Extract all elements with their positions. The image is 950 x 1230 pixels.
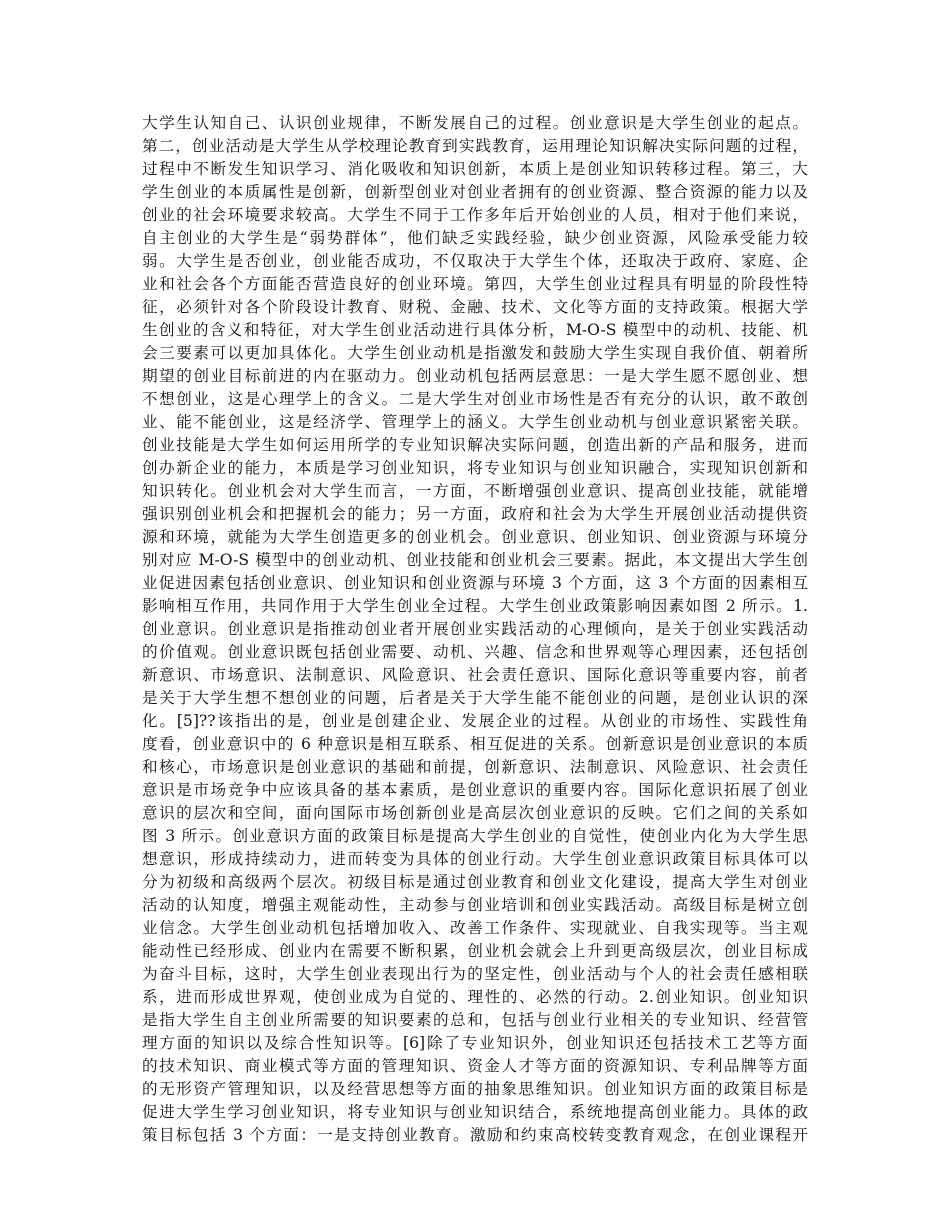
text-line: 强识别创业机会和把握机会的能力；另一方面，政府和社会为大学生开展创业活动提供资 — [142, 505, 808, 523]
text-line: 业信念。大学生创业动机包括增加收入、改善工作条件、实现就业、自我实现等。当主观 — [142, 919, 808, 937]
text-line: 的价值观。创业意识既包括创业需要、动机、兴趣、信念和世界观等心理因素，还包括创 — [142, 643, 808, 661]
text-line: 是指大学生自主创业所需要的知识要素的总和，包括与创业行业相关的专业知识、经营管 — [142, 1011, 808, 1029]
text-line: 业、能不能创业，这是经济学、管理学上的涵义。大学生创业动机与创业意识紧密关联。 — [142, 413, 808, 431]
text-line: 创业的社会环境要求较高。大学生不同于工作多年后开始创业的人员，相对于他们来说， — [142, 206, 808, 224]
text-line: 业和社会各个方面能否营造良好的创业环境。第四，大学生创业过程具有明显的阶段性特 — [142, 275, 808, 293]
text-line: 弱。大学生是否创业，创业能否成功，不仅取决于大学生个体，还取决于政府、家庭、企 — [142, 252, 808, 270]
text-line: 过程中不断发生知识学习、消化吸收和知识创新，本质上是创业知识转移过程。第三，大 — [142, 160, 808, 178]
text-line: 度看，创业意识中的 6 种意识是相互联系、相互促进的关系。创新意识是创业意识的本质 — [142, 735, 808, 753]
text-line: 活动的认知度，增强主观能动性，主动参与创业培训和创业实践活动。高级目标是树立创 — [142, 896, 808, 914]
text-line: 业促进因素包括创业意识、创业知识和创业资源与环境 3 个方面，这 3 个方面的因素相互 — [142, 574, 808, 592]
text-line: 的无形资产管理知识，以及经营思想等方面的抽象思维知识。创业知识方面的政策目标是 — [142, 1080, 808, 1098]
text-line: 新意识、市场意识、法制意识、风险意识、社会责任意识、国际化意识等重要内容，前者 — [142, 666, 808, 684]
text-line: 期望的创业目标前进的内在驱动力。创业动机包括两层意思：一是大学生愿不愿创业、想 — [142, 367, 808, 385]
text-line: 策目标包括 3 个方面：一是支持创业教育。激励和约束高校转变教育观念，在创业课程开 — [142, 1126, 808, 1144]
text-line: 为奋斗目标，这时，大学生创业表现出行为的坚定性，创业活动与个人的社会责任感相联 — [142, 965, 808, 983]
document-body — [142, 112, 808, 1147]
text-line: 促进大学生学习创业知识，将专业知识与创业知识结合，系统地提高创业能力。具体的政 — [142, 1103, 808, 1121]
text-line: 创业技能是大学生如何运用所学的专业知识解决实际问题，创造出新的产品和服务，进而 — [142, 436, 808, 454]
text-line: 理方面的知识以及综合性知识等。[6]除了专业知识外，创业知识还包括技术工艺等方面 — [142, 1034, 808, 1052]
text-line: 创业意识。创业意识是指推动创业者开展创业实践活动的心理倾向，是关于创业实践活动 — [142, 620, 808, 638]
text-line: 图 3 所示。创业意识方面的政策目标是提高大学生创业的自觉性，使创业内化为大学生思 — [142, 827, 808, 845]
text-line: 意识是市场竞争中应该具备的基本素质，是创业意识的重要内容。国际化意识拓展了创业 — [142, 781, 808, 799]
text-line: 生创业的含义和特征，对大学生创业活动进行具体分析，M-O-S 模型中的动机、技能、机 — [142, 321, 808, 339]
text-line: 知识转化。创业机会对大学生而言，一方面，不断增强创业意识、提高创业技能，就能增 — [142, 482, 808, 500]
text-line: 想意识，形成持续动力，进而转变为具体的创业行动。大学生创业意识政策目标具体可以 — [142, 850, 808, 868]
text-line: 化。[5]??该指出的是，创业是创建企业、发展企业的过程。从创业的市场性、实践性角 — [142, 712, 808, 730]
text-line: 学生创业的本质属性是创新，创新型创业对创业者拥有的创业资源、整合资源的能力以及 — [142, 183, 808, 201]
text-line: 征，必须针对各个阶段设计教育、财税、金融、技术、文化等方面的支持政策。根据大学 — [142, 298, 808, 316]
text-line: 源和环境，就能为大学生创造更多的创业机会。创业意识、创业知识、创业资源与环境分 — [142, 528, 808, 546]
text-line: 能动性已经形成、创业内在需要不断积累，创业机会就会上升到更高级层次，创业目标成 — [142, 942, 808, 960]
text-line: 不想创业，这是心理学上的含义。二是大学生对创业市场性是否有充分的认识，敢不敢创 — [142, 390, 808, 408]
text-line: 意识的层次和空间，面向国际市场创新创业是高层次创业意识的反映。它们之间的关系如 — [142, 804, 808, 822]
text-line: 别对应 M-O-S 模型中的创业动机、创业技能和创业机会三要素。据此，本文提出大学生创 — [142, 551, 808, 569]
text-line: 系，进而形成世界观，使创业成为自觉的、理性的、必然的行动。2.创业知识。创业知识 — [142, 988, 808, 1006]
text-line: 的技术知识、商业模式等方面的管理知识、资金人才等方面的资源知识、专利品牌等方面 — [142, 1057, 808, 1075]
text-line: 影响相互作用，共同作用于大学生创业全过程。大学生创业政策影响因素如图 2 所示。1. — [142, 597, 808, 615]
text-line: 和核心，市场意识是创业意识的基础和前提，创新意识、法制意识、风险意识、社会责任 — [142, 758, 808, 776]
text-line: 分为初级和高级两个层次。初级目标是通过创业教育和创业文化建设，提高大学生对创业 — [142, 873, 808, 891]
text-line: 大学生认知自己、认识创业规律，不断发展自己的过程。创业意识是大学生创业的起点。 — [142, 114, 808, 132]
text-line: 自主创业的大学生是“弱势群体”，他们缺乏实践经验，缺少创业资源，风险承受能力较 — [142, 229, 808, 247]
text-line: 第二，创业活动是大学生从学校理论教育到实践教育，运用理论知识解决实际问题的过程， — [142, 137, 808, 155]
text-line: 创办新企业的能力，本质是学习创业知识，将专业知识与创业知识融合，实现知识创新和 — [142, 459, 808, 477]
text-line: 会三要素可以更加具体化。大学生创业动机是指激发和鼓励大学生实现自我价值、朝着所 — [142, 344, 808, 362]
text-line: 是关于大学生想不想创业的问题，后者是关于大学生能不能创业的问题，是创业认识的深 — [142, 689, 808, 707]
